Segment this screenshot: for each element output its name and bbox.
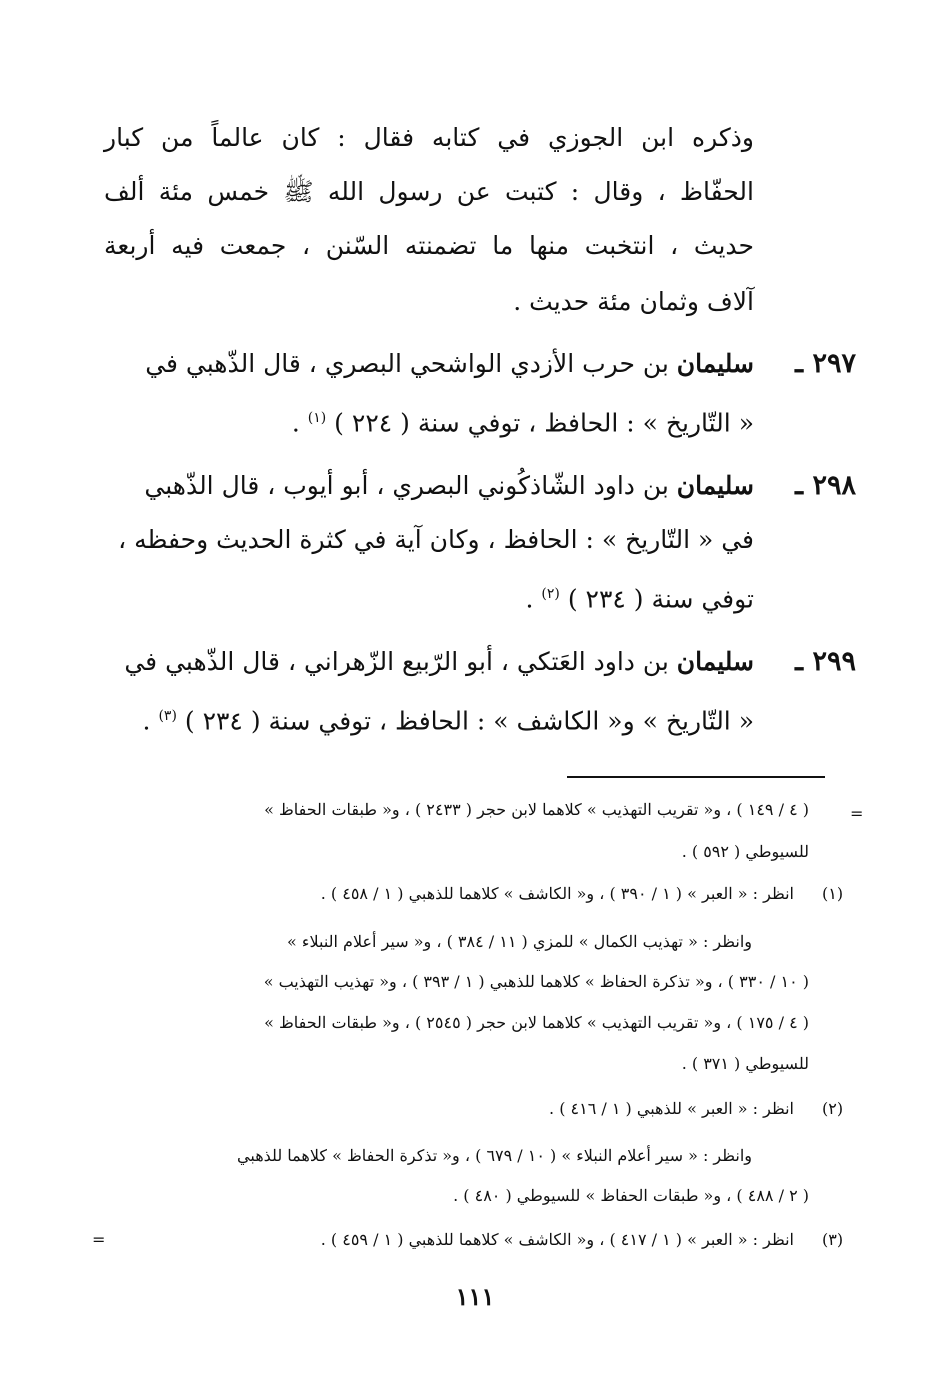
footnote-separator bbox=[567, 776, 825, 778]
entry-line bbox=[104, 398, 754, 443]
intro-line: آلاف وثمان مئة حديث . bbox=[513, 287, 754, 316]
entry-line bbox=[104, 344, 754, 384]
entry-text: بن داود الشّاذكُوني البصري ، أبو أيوب ، قال الذّهبي bbox=[144, 471, 677, 500]
footnote-line: وانظر : « سير أعلام النبلاء » ( ١٠ / ٦٧٩ ) ، و« تذكرة الحفاظ » كلاهما للذهبي bbox=[237, 1146, 752, 1165]
entry-text: « التّاريخ » : الحافظ ، توفي سنة ( ٢٢٤ ) bbox=[326, 408, 754, 438]
entry-name: سليمان bbox=[676, 471, 754, 500]
footnote-line: انظر : « العبر » للذهبي ( ١ / ٤١٦ ) . bbox=[549, 1099, 794, 1118]
footnote-line: ( ١٠ / ٣٣٠ ) ، و« تذكرة الحفاظ » كلاهما للذهبي ( ١ / ٣٩٣ ) ، و« تهذيب التهذيب » bbox=[263, 972, 809, 991]
footnote-line: للسيوطي ( ٣٧١ ) . bbox=[681, 1054, 809, 1073]
entry-tail: . bbox=[291, 408, 308, 438]
entry-tail: . bbox=[525, 584, 542, 614]
footnote-number: (٣) bbox=[822, 1230, 844, 1249]
entry-name: سليمان bbox=[676, 647, 754, 676]
intro-line: وذكره ابن الجوزي في كتابه فقال : كان عالماً من كبار bbox=[104, 123, 754, 152]
entry-line bbox=[104, 696, 754, 741]
footnote-ref[interactable]: (٢) bbox=[541, 586, 560, 602]
entry-text: بن داود العَتكي ، أبو الرّبيع الزّهراني ، قال الذّهبي في bbox=[124, 647, 677, 676]
entry-tail: . bbox=[142, 706, 159, 736]
entry-text: بن حرب الأزدي الواشحي البصري ، قال الذّهبي في bbox=[145, 349, 677, 378]
footnote-line: انظر : « العبر » ( ١ / ٤١٧ ) ، و« الكاشف » كلاهما للذهبي ( ١ / ٤٥٩ ) . bbox=[320, 1230, 794, 1249]
entry-line bbox=[104, 466, 754, 506]
entry-number: ٢٩٧ ـ bbox=[795, 348, 856, 379]
footnote-line: ( ٢ / ٤٨٨ ) ، و« طبقات الحفاظ » للسيوطي ( ٤٨٠ ) . bbox=[453, 1186, 809, 1205]
footnote-number: (١) bbox=[822, 884, 844, 903]
footnote-line: وانظر : « تهذيب الكمال » للمزي ( ١١ / ٣٨٤ ) ، و« سير أعلام النبلاء » bbox=[287, 932, 752, 951]
entry-line bbox=[104, 642, 754, 682]
entry-text: « التّاريخ » و« الكاشف » : الحافظ ، توفي سنة ( ٢٣٤ ) bbox=[176, 706, 754, 736]
intro-line: الحفّاظ ، وقال : كتبت عن رسول الله ﷺ خمس مئة ألف bbox=[104, 177, 754, 206]
footnote-line: للسيوطي ( ٥٩٢ ) . bbox=[681, 842, 809, 861]
footnote-ref[interactable]: (٣) bbox=[158, 708, 177, 724]
entry-text: توفي سنة ( ٢٣٤ ) bbox=[559, 584, 754, 614]
footnote-line: ( ٤ / ١٧٥ ) ، و« تقريب التهذيب » كلاهما لابن حجر ( ٢٥٤٥ ) ، و« طبقات الحفاظ » bbox=[264, 1013, 809, 1032]
footnote-number: (٢) bbox=[822, 1099, 844, 1118]
intro-line: حديث ، انتخبت منها ما تضمنته السّنن ، جمعت فيه أربعة bbox=[104, 231, 754, 260]
continuation-mark: = bbox=[850, 804, 864, 823]
footnote-line: ( ٤ / ١٤٩ ) ، و« تقريب التهذيب » كلاهما لابن حجر ( ٢٤٣٣ ) ، و« طبقات الحفاظ » bbox=[264, 800, 809, 819]
page-number: ١١١ bbox=[455, 1282, 495, 1311]
entry-number: ٢٩٨ ـ bbox=[795, 470, 856, 501]
footnote-line: انظر : « العبر » ( ١ / ٣٩٠ ) ، و« الكاشف » كلاهما للذهبي ( ١ / ٤٥٨ ) . bbox=[320, 884, 794, 903]
entry-line bbox=[104, 574, 754, 619]
footnote-ref[interactable]: (١) bbox=[307, 410, 327, 426]
entry-line: في « التّاريخ » : الحافظ ، وكان آية في كثرة الحديث وحفظه ، bbox=[118, 525, 754, 554]
entry-name: سليمان bbox=[676, 349, 754, 378]
continuation-end-mark: = bbox=[92, 1230, 106, 1249]
entry-number: ٢٩٩ ـ bbox=[795, 646, 856, 677]
